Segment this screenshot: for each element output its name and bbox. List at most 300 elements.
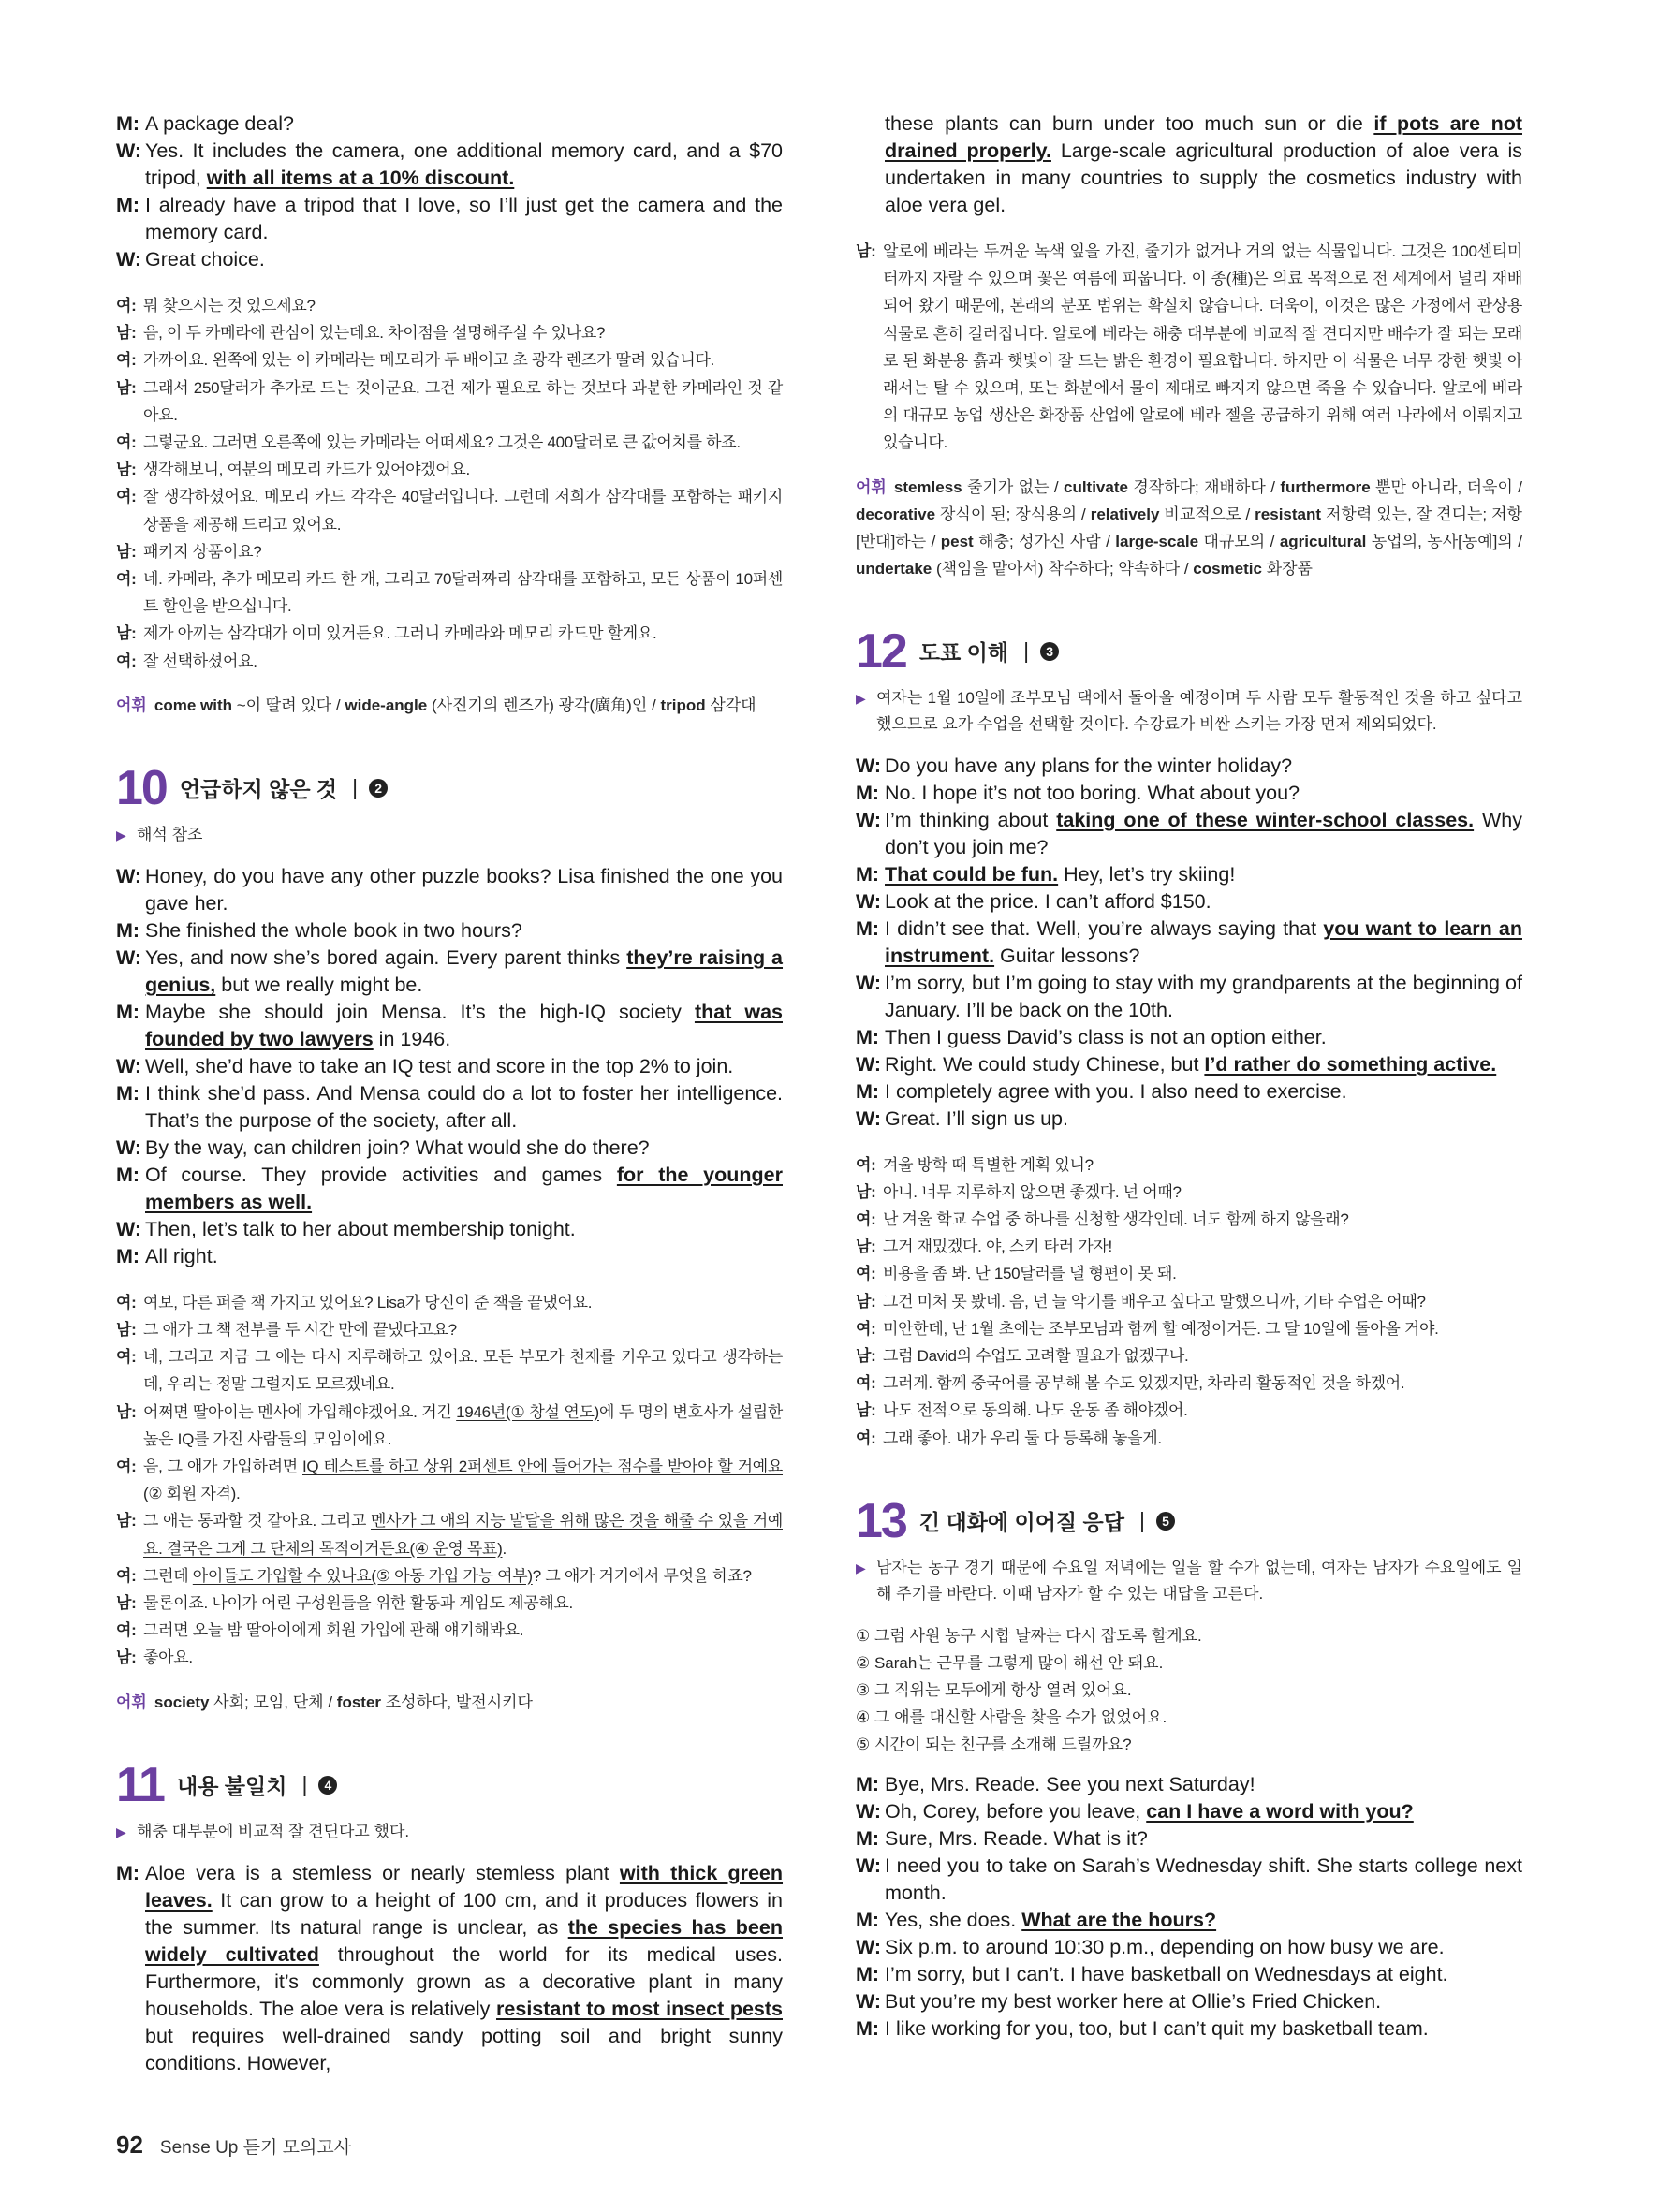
speaker-label: 여: — [856, 1265, 876, 1283]
text-run: Great choice. — [145, 248, 265, 271]
underlined-phrase: with thick green leaves. — [145, 1861, 784, 1912]
speaker-label: 남: — [856, 1292, 876, 1311]
speaker-label: 여: — [116, 351, 137, 370]
dialogue-text — [885, 753, 1522, 780]
right-column — [856, 110, 1522, 2043]
text-run: Then, let’s talk to her about membership tonight. — [145, 1217, 576, 1240]
underlined-phrase: for the younger members as well. — [145, 1163, 783, 1213]
text-run: 농업의, 농사[농예]의 / — [1366, 532, 1522, 550]
vocab-term: decorative — [856, 505, 936, 523]
translation-line — [856, 1151, 1522, 1179]
speaker-label: 여: — [856, 1374, 876, 1393]
text-run: (사진기의 렌즈가) 광각(廣角)인 / — [427, 696, 661, 714]
answer-badge: 3 — [1040, 642, 1059, 661]
translation-text: 그래 좋아. 내가 우리 둘 다 등록해 놓을게. — [883, 1428, 1162, 1447]
translation-line — [856, 1370, 1522, 1397]
text-run: 그 애가 그 책 전부를 두 시간 만에 끝냈다고요? — [143, 1321, 457, 1340]
speaker-label: W: — [116, 248, 142, 271]
dialogue-text — [145, 1080, 783, 1135]
section-12-header — [856, 625, 1522, 678]
answer-option: ⑤ 시간이 되는 친구를 소개해 드릴까요? — [856, 1735, 1132, 1753]
translation-line — [116, 1399, 783, 1453]
dialogue-line — [856, 1934, 1522, 1961]
translation-text — [143, 1453, 783, 1507]
dialogue-line — [856, 1771, 1522, 1798]
speaker-label: W: — [856, 1989, 882, 2013]
translation-text: 알로에 베라는 두꺼운 녹색 잎을 가진, 줄기가 없거나 거의 없는 식물입니다. 그것은 100센티미터까지 자랄 수 있으며 꽃은 여름에 피웁니다. 이 종(種)은 의료 목적으로 전 세계에서 널리 재배되어 왔기 때문에, 본래의 분포 범위는 확실치 않습니다. 더욱이, 이것은 많은 가정에서 관상용 식물로 흔히 길러집니다. 알로에 베라는 해충 대부분에 비교적 잘 견디지만 배수가 잘 되는 모래로 된 화분용 흙과 햇빛이 잘 드는 밝은 환경이 필요합니다. 하지만 이 식물은 너무 강한 햇빛 아래서는 탈 수 있으며, 또는 화분에서 물이 제대로 빠지지 않으면 죽을 수 있습니다. 알로에 베라의 대규모 농업 생산은 화장품 산업에 알로에 베라 젤을 공급하기 위해 여러 나라에서 이뤄지고 있습니다. — [883, 242, 1522, 452]
text-run: 저항력 있는, 잘 견디는; 저항[반대]하는 / — [856, 505, 1522, 550]
translation-text: 비용을 좀 봐. 난 150달러를 낼 형편이 못 돼. — [883, 1265, 1177, 1283]
text-run: I like working for you, too, but I can’t quit my basketball team. — [885, 2016, 1429, 2040]
dialogue-text — [145, 192, 783, 246]
dialogue-line — [856, 1798, 1522, 1825]
vocab-term: relatively — [1090, 505, 1160, 523]
dialogue-line — [116, 863, 783, 917]
dialogue-text — [885, 110, 1522, 219]
text-run: I didn’t see that. Well, you’re always saying that — [885, 916, 1324, 940]
vocab-term: furthermore — [1280, 477, 1371, 496]
dialogue-line — [856, 970, 1522, 1024]
vocab-term: tripod — [660, 696, 706, 714]
text-run: ~이 딸려 있다 / — [231, 696, 345, 714]
speaker-label: 남: — [856, 1401, 876, 1420]
dialogue-line — [856, 2015, 1522, 2043]
translation-text — [143, 1562, 783, 1589]
text-run: I’m sorry, but I’m going to stay with my grandparents at the beginning of January. I’ll be back on the 10th. — [885, 971, 1522, 1021]
speaker-label: M: — [116, 1081, 140, 1105]
text-run: No. I hope it’s not too boring. What about you? — [885, 781, 1300, 804]
dialogue-text — [145, 1243, 783, 1270]
dialogue-line — [116, 917, 783, 945]
speaker-label: 여: — [116, 488, 137, 506]
underlined-phrase: I’d rather do something active. — [1204, 1052, 1497, 1076]
speaker-label: M: — [856, 862, 880, 886]
triangle-arrow-icon: ▶ — [116, 827, 126, 842]
translation-text: 그렇군요. 그러면 오른쪽에 있는 카메라는 어떠세요? 그것은 400달러로 큰 값어치를 하죠. — [143, 433, 741, 452]
text-run: 좋아요. — [143, 1648, 193, 1667]
translation-line — [856, 1425, 1522, 1452]
translation-line — [116, 374, 783, 429]
triangle-arrow-icon: ▶ — [116, 1824, 126, 1839]
speaker-label: W: — [116, 945, 142, 969]
translation-text: 네. 카메라, 추가 메모리 카드 한 개, 그리고 70달러짜리 삼각대를 포함하고, 모든 상품이 10퍼센트 할인을 받으십니다. — [143, 570, 783, 616]
text-run: Great. I’ll sign us up. — [885, 1106, 1068, 1130]
text-run: Of course. They provide activities and games — [145, 1163, 617, 1186]
translation-line — [116, 620, 783, 647]
translation-line — [856, 1206, 1522, 1233]
speaker-label: 남: — [116, 542, 137, 561]
translation-line — [116, 1343, 783, 1398]
speaker-label: W: — [856, 808, 882, 831]
dialogue-line — [856, 916, 1522, 970]
text-run: Yes. It includes the camera, one additional memory card, and a $70 tripod, — [145, 139, 783, 189]
underlined-phrase: 아이들도 가입할 수 있나요(⑤ 아동 가입 가능 여부) — [192, 1566, 533, 1585]
answer-badge: 5 — [1156, 1512, 1175, 1531]
dialogue-text — [145, 1053, 783, 1080]
speaker-label: M: — [116, 112, 140, 135]
translation-line — [116, 1507, 783, 1561]
dialogue-line — [856, 861, 1522, 888]
dialogue-text — [885, 1024, 1522, 1051]
underlined-phrase: can I have a word with you? — [1146, 1799, 1414, 1823]
section-12-hint — [856, 685, 1522, 738]
dialogue-line — [116, 999, 783, 1053]
speaker-label: 여: — [856, 1428, 876, 1447]
dialogue-text — [885, 888, 1522, 916]
answer-badge: 2 — [369, 779, 388, 798]
translation-text: 아니. 너무 지루하지 않으면 좋겠다. 넌 어때? — [883, 1182, 1182, 1201]
text-run: I already have a tripod that I love, so I’ll just get the camera and the memory card. — [145, 194, 783, 243]
dialogue-line — [856, 780, 1522, 807]
speaker-label: 남: — [116, 324, 137, 343]
speaker-label: W: — [856, 1935, 882, 1958]
section-11-hint — [116, 1819, 783, 1845]
answer-option: ③ 그 직위는 모두에게 항상 열려 있어요. — [856, 1680, 1132, 1699]
triangle-arrow-icon: ▶ — [856, 690, 866, 706]
text-run: Do you have any plans for the winter holiday? — [885, 754, 1293, 777]
speaker-label: 여: — [116, 652, 137, 670]
vocab-term: come with — [154, 696, 232, 714]
speaker-label: 여: — [856, 1210, 876, 1229]
vocab-term: agricultural — [1279, 532, 1367, 550]
translation-text — [143, 1507, 783, 1561]
section-number: 13 — [856, 1493, 906, 1548]
section-11-header — [116, 1759, 783, 1811]
dialogue-line — [116, 1860, 783, 2077]
dialogue-line — [856, 1825, 1522, 1853]
dialogue-text — [885, 1907, 1522, 1934]
dialogue-9-end — [116, 110, 783, 273]
speaker-label: W: — [116, 864, 142, 887]
text-run: 조성하다, 발전시키다 — [381, 1692, 533, 1711]
dialogue-line — [856, 1024, 1522, 1051]
dialogue-11-cont — [856, 110, 1522, 219]
speaker-label: W: — [856, 1853, 882, 1877]
answer-options-13 — [856, 1622, 1522, 1758]
answer-option: ① 그럼 사원 농구 시합 날짜는 다시 잡도록 할게요. — [856, 1626, 1202, 1645]
vocabulary-11 — [856, 474, 1522, 582]
underlined-phrase: you want to learn an instrument. — [885, 916, 1522, 967]
vocab-term: wide-angle — [345, 696, 428, 714]
section-number: 11 — [116, 1757, 164, 1812]
translation-text: 그럼 David의 수업도 고려할 필요가 없겠구나. — [883, 1347, 1189, 1366]
translation-text: 그래서 250달러가 추가로 드는 것이군요. 그건 제가 필요로 하는 것보다 과분한 카메라인 것 같아요. — [143, 378, 783, 424]
vocab-term: cultivate — [1063, 477, 1128, 496]
dialogue-line — [116, 246, 783, 273]
divider: | — [301, 1772, 308, 1797]
text-run: 물론이죠. 나이가 어린 구성원들을 위한 활동과 게임도 제공해요. — [143, 1594, 573, 1613]
dialogue-text — [885, 1106, 1522, 1133]
underlined-phrase: What are the hours? — [1021, 1908, 1217, 1931]
divider: | — [352, 775, 359, 800]
text-run: It can grow to a height of 100 cm, and it produces flowers in the summer. Its natural range is unclear, as — [145, 1888, 783, 1939]
translation-line — [116, 292, 783, 319]
dialogue-text — [145, 110, 783, 138]
translation-text — [143, 1644, 783, 1671]
speaker-label: 남: — [856, 1347, 876, 1366]
speaker-label: 여: — [856, 1155, 876, 1174]
translation-line — [856, 1179, 1522, 1206]
text-run: 그 애는 통과할 것 같아요. 그리고 — [143, 1512, 371, 1531]
speaker-label: M: — [116, 1861, 140, 1884]
text-run: 줄기가 없는 / — [962, 477, 1064, 496]
text-run: 대규모의 / — [1198, 532, 1280, 550]
speaker-label: 여: — [116, 297, 137, 315]
speaker-label: M: — [116, 1244, 140, 1267]
speaker-label: 남: — [116, 1594, 137, 1613]
text-run: Sure, Mrs. Reade. What is it? — [885, 1826, 1148, 1850]
text-run: All right. — [145, 1244, 218, 1267]
translation-line — [116, 1289, 783, 1316]
translation-text: 패키지 상품이요? — [143, 542, 262, 561]
text-run: 화장품 — [1261, 559, 1313, 578]
hint-text: 해충 대부분에 비교적 잘 견딘다고 했다. — [137, 1822, 410, 1840]
text-run: Large-scale agricultural production of aloe vera is undertaken in many countries to supply the cosmetics industry with aloe vera gel. — [885, 139, 1522, 216]
translation-text — [143, 1343, 783, 1398]
section-title: 내용 불일치 — [176, 1774, 287, 1799]
vocabulary-10 — [116, 1689, 783, 1716]
dialogue-text — [145, 246, 783, 273]
text-run: (책임을 맡아서) 착수하다; 약속하다 / — [932, 559, 1194, 578]
speaker-label: W: — [116, 1217, 142, 1240]
dialogue-13 — [856, 1771, 1522, 2043]
translation-line — [116, 1617, 783, 1644]
speaker-label: W: — [856, 1799, 882, 1823]
speaker-label: 남: — [116, 1512, 137, 1531]
translation-text: 그거 재밌겠다. 야, 스키 타러 가자! — [883, 1238, 1112, 1256]
text-run: Then I guess David’s class is not an option either. — [885, 1025, 1327, 1048]
dialogue-text — [885, 916, 1522, 970]
dialogue-text — [885, 1988, 1522, 2015]
translation-line — [116, 1562, 783, 1589]
section-10-hint — [116, 822, 783, 848]
dialogue-line — [856, 1106, 1522, 1133]
text-run: 어쩌면 딸아이는 멘사에 가입해야겠어요. 거긴 — [143, 1402, 457, 1421]
text-run: I completely agree with you. I also need to exercise. — [885, 1079, 1347, 1103]
dialogue-text — [145, 945, 783, 999]
divider: | — [1138, 1508, 1145, 1533]
speaker-label: 남: — [116, 461, 137, 479]
speaker-label: M: — [116, 1000, 140, 1023]
answer-option: ② Sarah는 근무를 그렇게 많이 해선 안 돼요. — [856, 1653, 1164, 1672]
translation-text: 가까이요. 왼쪽에 있는 이 카메라는 메모리가 두 배이고 초 광각 렌즈가 딸려 있습니다. — [143, 351, 715, 370]
dialogue-text — [885, 1825, 1522, 1853]
speaker-label: M: — [856, 1025, 880, 1048]
translation-line — [856, 1397, 1522, 1424]
text-run: 뿐만 아니라, 더욱이 / — [1370, 477, 1523, 496]
text-run: Hey, let’s try skiing! — [1058, 862, 1236, 886]
vocab-term: stemless — [893, 477, 962, 496]
translation-text: 그건 미처 못 봤네. 음, 넌 늘 악기를 배우고 싶다고 말했으니까, 기타 수업은 어때? — [883, 1292, 1426, 1311]
vocabulary-9 — [116, 692, 783, 719]
underlined-phrase: 1946년(① 창설 연도) — [456, 1402, 599, 1421]
section-10-header — [116, 762, 783, 814]
speaker-label: M: — [116, 918, 140, 942]
dialogue-line — [856, 110, 1522, 219]
vocab-term: undertake — [856, 559, 932, 578]
text-run: 네, 그리고 지금 그 애는 다시 지루해하고 있어요. 모든 부모가 천재를 키우고 있다고 생각하는데, 우리는 정말 그럴지도 모르겠네요. — [143, 1348, 783, 1394]
dialogue-text — [145, 917, 783, 945]
section-title: 긴 대화에 이어질 응답 — [918, 1510, 1124, 1535]
dialogue-text — [885, 807, 1522, 861]
underlined-phrase: that was founded by two lawyers — [145, 1000, 783, 1050]
vocab-term: resistant — [1255, 505, 1322, 523]
section-13-hint — [856, 1555, 1522, 1607]
vocab-term: foster — [336, 1692, 382, 1711]
text-run: 사회; 모임, 단체 / — [209, 1692, 337, 1711]
text-run: 장식이 된; 장식용의 / — [935, 505, 1091, 523]
translation-text: 미안한데, 난 1월 초에는 조부모님과 함께 할 예정이거든. 그 달 10일에 돌아올 거야. — [883, 1319, 1439, 1338]
translation-text — [143, 1617, 783, 1644]
underlined-phrase: the species has been widely cultivated — [145, 1915, 783, 1966]
dialogue-line — [116, 1162, 783, 1216]
text-run: Why don’t you join me? — [885, 808, 1522, 858]
translation-line — [856, 1260, 1522, 1287]
dialogue-line — [856, 1988, 1522, 2015]
translation-line — [116, 346, 783, 374]
text-run: A package deal? — [145, 112, 294, 135]
dialogue-text — [145, 1860, 783, 2077]
translation-text — [143, 1589, 783, 1617]
text-run: Yes, she does. — [885, 1908, 1022, 1931]
text-run: 해충; 성가신 사람 / — [973, 532, 1116, 550]
divider: | — [1023, 638, 1030, 664]
underlined-phrase: IQ 테스트를 하고 상위 2퍼센트 안에 들어가는 점수를 받아야 할 거예요(② 회원 자격) — [143, 1458, 783, 1503]
speaker-label — [856, 110, 885, 219]
dialogue-line — [116, 945, 783, 999]
dialogue-text — [885, 1934, 1522, 1961]
speaker-label: 여: — [116, 1621, 137, 1640]
dialogue-text — [885, 1771, 1522, 1798]
speaker-label: M: — [856, 1908, 880, 1931]
dialogue-text — [885, 1078, 1522, 1106]
dialogue-line — [856, 1961, 1522, 1988]
underlined-phrase: taking one of these winter-school classes. — [1056, 808, 1475, 831]
speaker-label: 여: — [116, 1348, 137, 1367]
speaker-label: M: — [116, 1163, 140, 1186]
text-run: Oh, Corey, before you leave, — [885, 1799, 1147, 1823]
speaker-label: 남: — [116, 1648, 137, 1667]
left-column — [116, 110, 783, 2077]
translation-11 — [856, 238, 1522, 457]
translation-text: 생각해보니, 여분의 메모리 카드가 있어야겠어요. — [143, 461, 470, 479]
speaker-label: M: — [856, 1826, 880, 1850]
speaker-label: W: — [116, 139, 142, 162]
text-run: I think she’d pass. And Mensa could do a lot to foster her intelligence. That’s the purpose of the society, after all. — [145, 1081, 783, 1132]
translation-line — [116, 456, 783, 483]
dialogue-text — [885, 861, 1522, 888]
vocab-term: pest — [940, 532, 974, 550]
text-run: . — [502, 1539, 507, 1558]
translation-line — [856, 1315, 1522, 1342]
translation-line — [116, 1316, 783, 1343]
speaker-label: 여: — [116, 1458, 137, 1476]
text-run: 삼각대 — [705, 696, 756, 714]
dialogue-text — [885, 1961, 1522, 1988]
dialogue-text — [885, 1051, 1522, 1078]
text-run: Maybe she should join Mensa. It’s the high-IQ society — [145, 1000, 695, 1023]
speaker-label: M: — [856, 916, 880, 940]
text-run: Well, she’d have to take an IQ test and score in the top 2% to join. — [145, 1054, 734, 1077]
dialogue-line — [116, 1080, 783, 1135]
translation-line — [116, 538, 783, 565]
speaker-label: W: — [856, 1052, 882, 1076]
speaker-label: 여: — [116, 433, 137, 452]
translation-text: 음, 이 두 카메라에 관심이 있는데요. 차이점을 설명해주실 수 있나요? — [143, 324, 606, 343]
dialogue-line — [856, 888, 1522, 916]
speaker-label: 남: — [116, 1321, 137, 1340]
dialogue-text — [145, 1135, 783, 1162]
speaker-label: M: — [856, 1079, 880, 1103]
text-run: Six p.m. to around 10:30 p.m., depending on how busy we are. — [885, 1935, 1445, 1958]
text-run: but requires well-drained sandy potting soil and bright sunny conditions. However, — [145, 2024, 783, 2074]
translation-12 — [856, 1151, 1522, 1452]
dialogue-line — [856, 1051, 1522, 1078]
text-run: Look at the price. I can’t afford $150. — [885, 889, 1211, 913]
speaker-label: 여: — [116, 570, 137, 589]
dialogue-text — [885, 1853, 1522, 1907]
speaker-label: 남: — [116, 624, 137, 643]
text-run: 그러면 오늘 밤 딸아이에게 회원 가입에 관해 얘기해봐요. — [143, 1621, 524, 1640]
text-run: 경작하다; 재배하다 / — [1127, 477, 1281, 496]
speaker-label: 남: — [856, 1238, 876, 1256]
translation-9 — [116, 292, 783, 675]
text-run: Bye, Mrs. Reade. See you next Saturday! — [885, 1772, 1256, 1795]
dialogue-text — [145, 1162, 783, 1216]
text-run: Aloe vera is a stemless or nearly stemless plant — [145, 1861, 620, 1884]
text-run: I need you to take on Sarah’s Wednesday shift. She starts college next month. — [885, 1853, 1522, 1904]
translation-line — [856, 238, 1522, 457]
dialogue-text — [145, 863, 783, 917]
speaker-label: W: — [856, 754, 882, 777]
vocab-term: cosmetic — [1193, 559, 1262, 578]
speaker-label: W: — [856, 971, 882, 994]
speaker-label: W: — [856, 889, 882, 913]
translation-line — [116, 565, 783, 620]
text-run: 여보, 다른 퍼즐 책 가지고 있어요? Lisa가 당신이 준 책을 끝냈어요. — [143, 1293, 593, 1311]
text-run: Honey, do you have any other puzzle books? Lisa finished the one you gave her. — [145, 864, 783, 915]
underlined-phrase: resistant to most insect pests — [496, 1997, 783, 2020]
underlined-phrase: they’re raising a genius, — [145, 945, 784, 996]
text-run: in 1946. — [373, 1027, 451, 1050]
section-number: 10 — [116, 760, 167, 815]
translation-text — [143, 1289, 783, 1316]
vocab-term: large-scale — [1115, 532, 1199, 550]
translation-10 — [116, 1289, 783, 1672]
dialogue-line — [856, 1907, 1522, 1934]
section-13-header — [856, 1495, 1522, 1547]
translation-text: 겨울 방학 때 특별한 계획 있니? — [883, 1155, 1094, 1174]
speaker-label: 남: — [856, 1182, 876, 1201]
speaker-label: 남: — [116, 378, 137, 397]
dialogue-text — [145, 138, 783, 192]
dialogue-line — [856, 1078, 1522, 1106]
page-number: 92 — [116, 2131, 143, 2159]
triangle-arrow-icon: ▶ — [856, 1560, 866, 1575]
hint-text: 해석 참조 — [137, 825, 203, 843]
dialogue-line — [116, 192, 783, 246]
text-run: these plants can burn under too much sun or die — [885, 112, 1374, 135]
dialogue-text — [145, 1216, 783, 1243]
dialogue-line — [116, 1053, 783, 1080]
hint-text: 여자는 1월 10일에 조부모님 댁에서 돌아올 예정이며 두 사람 모두 활동적인 것을 하고 싶다고 했으므로 요가 수업을 선택할 것이다. 수강료가 비싼 스키는 가장 먼저 제외되었다. — [876, 688, 1522, 733]
translation-text — [143, 1399, 783, 1453]
speaker-label: M: — [116, 194, 140, 216]
text-run: Right. We could study Chinese, but — [885, 1052, 1205, 1076]
speaker-label: M: — [856, 1962, 880, 1985]
translation-text: 잘 생각하셨어요. 메모리 카드 각각은 40달러입니다. 그런데 저희가 삼각대를 포함하는 패키지 상품을 제공해 드리고 있어요. — [143, 488, 783, 534]
text-run: but we really might be. — [215, 973, 423, 996]
